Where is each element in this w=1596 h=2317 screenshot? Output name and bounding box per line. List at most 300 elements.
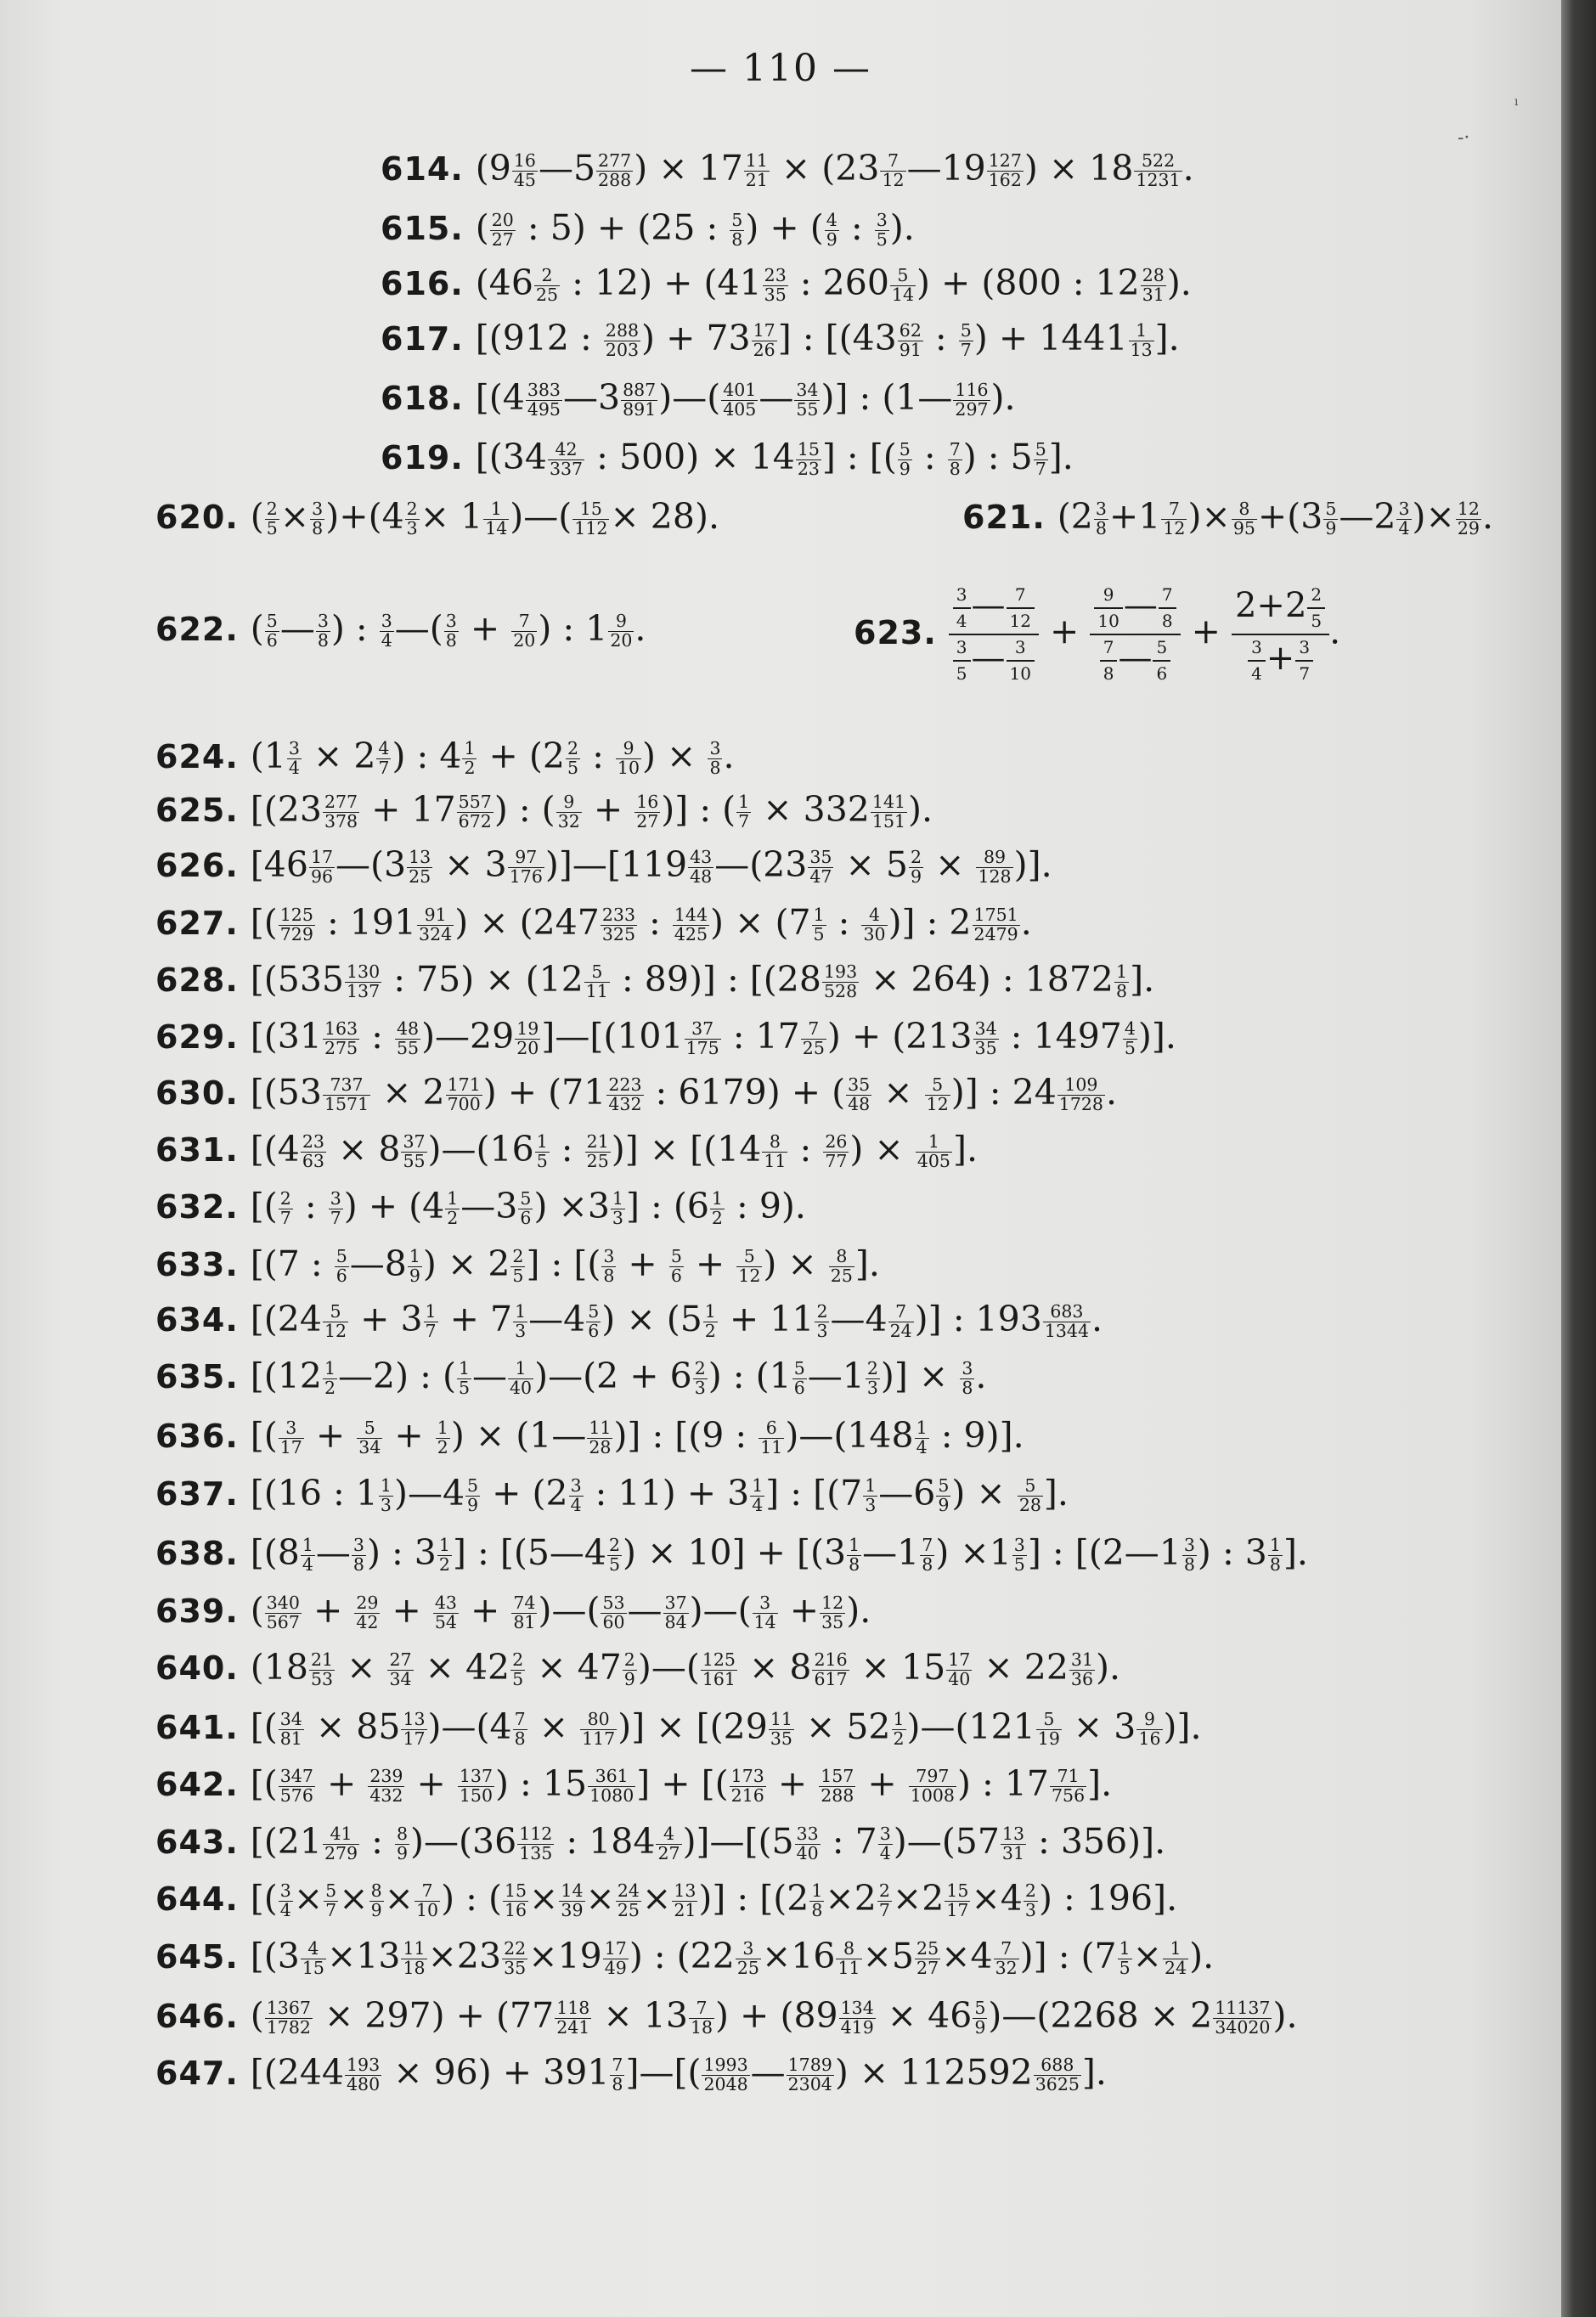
fraction: $\frac{157}{288}$ [821,1766,854,1806]
fraction: $\frac{277}{378}$ [324,792,358,832]
fraction: $\frac{1}{2}$ [324,1358,336,1398]
fraction: $\frac{2}{9}$ [911,847,922,887]
problem-number: 631. [155,1131,239,1169]
problem-number: 629. [155,1018,239,1056]
problem-expression: (1 $\frac{3}{4}$ × 2 $\frac{4}{7}$ ) : 4 $\frac{1}{2}$ + (2 $\frac{2}{5}$ : $\frac{9}{10}$ ) × $\frac{3}{8}$ . [250,736,735,778]
fraction: $\frac{8}{95}$ [1232,499,1255,538]
fraction: $\frac{7}{8}$ [922,1535,933,1575]
fraction: $\frac{522}{1231}$ [1136,150,1181,190]
problem-line [155,1703,1202,1751]
problem-expression: [(535 $\frac{130}{137}$ : 75) × (12 $\frac{5}{11}$ : 89)] : [(28 $\frac{193}{528}$ × 264) : 1872 $\frac{1}{8}$ ]. [250,959,1155,1001]
fraction: $\frac{7}{8}$ [1100,639,1118,683]
fraction: $\frac{1}{2}$ [464,738,476,778]
problem-expression: [(31 $\frac{163}{275}$ : $\frac{48}{55}$ )—29 $\frac{19}{20}$ ]—[(101 $\frac{37}{175}$ : 17 $\frac{7}{25}$ ) + (213 $\frac{34}{35}$ : 1497 $\frac{4}{5}$ )]. [250,1016,1176,1058]
fraction: $\frac{35}{48}$ [848,1074,871,1114]
fraction: $\frac{2}{3}$ [866,1358,878,1398]
fraction: $\frac{26}{77}$ [825,1131,848,1171]
problem-line [155,732,735,781]
fraction: $\frac{5}{12}$ [926,1074,949,1114]
fraction: $\frac{19}{20}$ [516,1018,539,1058]
fraction: $\frac{277}{288}$ [598,150,632,190]
fraction: $\frac{1}{4}$ [752,1475,764,1515]
fraction: $\frac{1}{4}$ [302,1535,313,1575]
fraction: $\frac{7}{8}$ [514,1709,526,1749]
fraction: $\frac{12}{29}$ [1457,499,1480,538]
fraction: $\frac{89}{128}$ [978,847,1012,887]
fraction: $\frac{37}{84}$ [664,1593,687,1632]
problem-expression: [( $\frac{34}{81}$ × 85 $\frac{13}{17}$ )—(4 $\frac{7}{8}$ × $\frac{80}{117}$ )] × [(29 $\frac{11}{35}$ × 52 $\frac{1}{2}$ )—(121 $\frac{5}{19}$ × 3 $\frac{9}{16}$ )]. [250,1706,1202,1749]
fraction: $\frac{2}{25}$ [535,265,559,305]
fraction: $\frac{3}{4}$ [381,611,392,651]
problem-number: 615. [381,210,464,247]
problem-number: 638. [155,1535,239,1572]
fraction: $\frac{24}{25}$ [617,1880,640,1920]
problem-number: 619. [381,439,464,476]
fraction: $\frac{37}{55}$ [403,1131,426,1171]
problem-expression: [(53 $\frac{737}{1571}$ × 2 $\frac{171}{700}$ ) + (71 $\frac{223}{432}$ : 6179) + ( $\frac{35}{48}$ × $\frac{5}{12}$ )] : 24 $\frac{109}{1728}$ . [250,1072,1118,1114]
problem-expression: [( $\frac{3}{4}$ × $\frac{5}{7}$ × $\frac{8}{9}$ × $\frac{7}{10}$ ) : ( $\frac{15}{16}$ × $\frac{14}{39}$ × $\frac{24}{25}$ × $\frac{13}{21}$ )] : [(2 $\frac{1}{8}$ ×2 $\frac{2}{7}$ ×2 $\frac{15}{17}$ ×4 $\frac{2}{3}$ ) : 196]. [250,1878,1178,1920]
fraction: $\frac{2}{5}$ [266,499,278,538]
problem-expression: [(34 $\frac{42}{337}$ : 500) × 14 $\frac{15}{23}$ ] : [( $\frac{5}{9}$ : $\frac{7}{8}$ ) : 5 $\frac{5}{7}$ ]. [475,437,1074,479]
fraction: $\frac{5}{7}$ [1035,439,1046,479]
problem-line [155,1932,1214,1981]
fraction: $\frac{15}{112}$ [574,499,608,538]
fraction: $\frac{3}{8}$ [445,611,457,651]
fraction: $\frac{9}{10}$ [617,738,640,778]
fraction: $\frac{1}{9}$ [409,1246,420,1286]
fraction: $\frac{134}{419}$ [840,1998,874,2038]
fraction: $\frac{33}{40}$ [796,1824,819,1863]
fraction: $\frac{11}{35}$ [770,1709,792,1749]
fraction: $\frac{5}{7}$ [325,1880,337,1920]
problem-expression: [( $\frac{2}{7}$ : $\frac{3}{7}$ ) + (4 $\frac{1}{2}$ —3 $\frac{5}{6}$ ) ×3 $\frac{1}{3}$ ] : (6 $\frac{1}{2}$ : 9). [250,1186,806,1228]
fraction: $\frac{116}{297}$ [955,380,989,420]
problem-line [155,956,1154,1004]
fraction: $\frac{125}{729}$ [279,905,313,944]
fraction: $\frac{1}{5}$ [536,1131,548,1171]
fraction: $\frac{2}{3}$ [694,1358,706,1398]
fraction: $\frac{1}{3}$ [612,1188,623,1228]
complex-fraction: $\frac{9}{10}$ — $\frac{7}{8}$ $\frac{7}{8}$ — $\frac{5}{6}$ [1090,586,1180,683]
fraction: $\frac{141}{151}$ [871,792,906,832]
fraction: $\frac{8}{9}$ [396,1824,409,1863]
problem-line [155,1760,1112,1808]
fraction: $\frac{2}{5}$ [512,1246,524,1286]
fraction: $\frac{8}{25}$ [830,1246,853,1286]
problem-expression: [( $\frac{125}{729}$ : 191 $\frac{91}{324}$ ) × (247 $\frac{233}{325}$ : $\frac{144}{425}$ ) × (7 $\frac{1}{5}$ : $\frac{4}{30}$ )] : 2 $\frac{1751}{2479}$ . [250,902,1032,944]
problem-line [381,433,1074,482]
problem-expression: (2 $\frac{3}{8}$ +1 $\frac{7}{12}$ )× $\frac{8}{95}$ +(3 $\frac{5}{9}$ —2 $\frac{3}{4}$ )× $\frac{12}{29}$ . [1057,496,1494,538]
fraction: $\frac{688}{3625}$ [1035,2055,1080,2094]
fraction: $\frac{173}{216}$ [730,1766,764,1806]
fraction: $\frac{97}{176}$ [509,847,543,887]
problem-line [155,1874,1177,1923]
fraction: $\frac{21}{53}$ [310,1649,334,1689]
fraction: $\frac{5}{12}$ [738,1246,761,1286]
problem-expression: (46 $\frac{2}{25}$ : 12) + (41 $\frac{23}{35}$ : 260 $\frac{5}{14}$ ) + (800 : 12 $\frac{28}{31}$ ). [475,262,1192,305]
fraction: $\frac{2}{7}$ [279,1188,291,1228]
fraction: $\frac{3}{8}$ [352,1535,364,1575]
fraction: $\frac{171}{700}$ [447,1074,481,1114]
fraction: $\frac{1993}{2048}$ [703,2055,748,2094]
fraction: $\frac{223}{432}$ [608,1074,642,1114]
fraction: $\frac{1751}{2479}$ [973,905,1018,944]
fraction: $\frac{5}{9}$ [974,1998,986,2038]
fraction: $\frac{9}{10}$ [1094,586,1122,630]
page-number: — 110 — [690,47,871,90]
problem-expression: [( $\frac{3}{17}$ + $\frac{5}{34}$ + $\frac{1}{2}$ ) × (1— $\frac{11}{28}$ )] : [(9 : $\frac{6}{11}$ )—(148 $\frac{1}{4}$ : 9)]. [250,1415,1024,1457]
fraction: $\frac{11137}{34020}$ [1215,1998,1271,2038]
fraction: $\frac{17}{40}$ [948,1649,971,1689]
fraction: $\frac{383}{495}$ [527,380,561,420]
problem-line [155,1068,1117,1117]
fraction: $\frac{1}{8}$ [1269,1535,1281,1575]
fraction: $\frac{5}{7}$ [960,320,972,360]
fraction: $\frac{43}{48}$ [690,847,713,887]
fraction: $\frac{887}{891}$ [623,380,657,420]
fraction: $\frac{2}{3}$ [1024,1880,1036,1920]
problem-number: 642. [155,1766,239,1803]
fraction: $\frac{1789}{2304}$ [787,2055,832,2094]
problem-expression: [(3 $\frac{4}{15}$ ×13 $\frac{11}{18}$ ×23 $\frac{22}{35}$ ×19 $\frac{17}{49}$ ) : (22 $\frac{3}{25}$ ×16 $\frac{8}{11}$ ×5 $\frac{25}{27}$ ×4 $\frac{7}{32}$ )] : (7 $\frac{1}{5}$ × $\frac{1}{24}$ ). [250,1936,1215,1978]
fraction: $\frac{2}{9}$ [623,1649,635,1689]
fraction: $\frac{62}{91}$ [899,320,922,360]
fraction: $\frac{3}{8}$ [603,1246,615,1286]
problem-line [381,204,915,252]
fraction: $\frac{41}{279}$ [324,1824,358,1863]
fraction: $\frac{2}{3}$ [816,1301,828,1341]
fraction: $\frac{5}{34}$ [358,1418,381,1457]
problem-expression: [(4 $\frac{23}{63}$ × 8 $\frac{37}{55}$ )—(16 $\frac{1}{5}$ : $\frac{21}{25}$ )] × [(14 $\frac{8}{11}$ : $\frac{26}{77}$ ) × $\frac{1}{405}$ ]. [250,1129,978,1171]
problem-expression: ( $\frac{5}{6}$ — $\frac{3}{8}$ ) : $\frac{3}{4}$ —( $\frac{3}{8}$ + $\frac{7}{20}$ ) : 1 $\frac{9}{20}$ . [250,608,646,651]
problem-number: 633. [155,1246,239,1283]
problem-number: 628. [155,961,239,999]
problem-expression: [(7 : $\frac{5}{6}$ —8 $\frac{1}{9}$ ) × 2 $\frac{2}{5}$ ] : [( $\frac{3}{8}$ + $\frac{5}{6}$ + $\frac{5}{12}$ ) × $\frac{8}{25}$ ]. [250,1243,880,1286]
problem-number: 645. [155,1938,239,1976]
fraction: $\frac{127}{162}$ [988,150,1022,190]
fraction: $\frac{5}{8}$ [731,210,743,250]
fraction: $\frac{1}{8}$ [1116,961,1128,1001]
problem-number: 644. [155,1880,239,1918]
fraction: $\frac{17}{49}$ [604,1938,627,1978]
fraction: $\frac{1}{3}$ [865,1475,877,1515]
problem-number: 639. [155,1593,239,1630]
fraction: $\frac{1}{5}$ [458,1358,470,1398]
problem-line [155,1412,1024,1460]
fraction: $\frac{288}{203}$ [605,320,640,360]
problem-number: 626. [155,847,239,884]
fraction: $\frac{163}{275}$ [324,1018,358,1058]
fraction: $\frac{239}{432}$ [369,1766,403,1806]
problem-expression: [(21 $\frac{41}{279}$ : $\frac{8}{9}$ )—(36 $\frac{112}{135}$ : 184 $\frac{4}{27}$ )]—[(5 $\frac{33}{40}$ : 7 $\frac{3}{4}$ )—(57 $\frac{13}{31}$ : 356)]. [250,1821,1166,1863]
fraction: $\frac{8}{11}$ [764,1131,787,1171]
fraction: $\frac{125}{161}$ [702,1649,736,1689]
fraction: $\frac{1}{3}$ [515,1301,527,1341]
fraction: $\frac{4}{30}$ [863,905,886,944]
fraction: $\frac{1}{14}$ [485,499,508,538]
problem-line [155,1182,806,1231]
fraction: $\frac{2}{5}$ [567,738,579,778]
fraction: $\frac{3}{8}$ [962,1358,973,1398]
problem-line [155,1295,1103,1344]
fraction: $\frac{1}{2}$ [438,1535,450,1575]
problem-expression: [(912 : $\frac{288}{203}$ ) + 73 $\frac{17}{26}$ ] : [(43 $\frac{62}{91}$ : $\frac{5}{7}$ ) + 1441 $\frac{1}{13}$ ]. [475,318,1180,360]
problem-line [381,144,1194,193]
fraction: $\frac{27}{34}$ [389,1649,412,1689]
fraction: $\frac{401}{405}$ [723,380,757,420]
fraction: $\frac{23}{35}$ [764,265,787,305]
problem-number: 614. [381,150,464,188]
fraction: $\frac{4}{27}$ [657,1824,680,1863]
fraction: $\frac{3}{5}$ [876,210,888,250]
fraction: $\frac{29}{42}$ [356,1593,379,1632]
problem-line: 623. $\frac{3}{4}$ — $\frac{7}{12}$ $\frac{3}{5}$ — $\frac{3}{10}$ + $\frac{9}{10}$ — $\frac{7}{8}$ $\frac{7}{8}$ — $\frac{5}{6}$ + 2+2 $\frac{2}{5}$ $\frac{3}{4}$ + $\frac{3}{7}$ . [854,584,1341,684]
fraction: $\frac{31}{36}$ [1070,1649,1093,1689]
fraction: $\frac{15}{23}$ [797,439,820,479]
fraction: $\frac{1}{2}$ [447,1188,459,1228]
fraction: $\frac{71}{756}$ [1052,1766,1086,1806]
fraction: $\frac{7}{12}$ [1163,499,1186,538]
fraction: $\frac{7}{24}$ [889,1301,912,1341]
problem-line [155,1240,880,1288]
fraction: $\frac{7}{25}$ [802,1018,825,1058]
fraction: $\frac{5}{6}$ [670,1246,682,1286]
problem-expression: [(8 $\frac{1}{4}$ — $\frac{3}{8}$ ) : 3 $\frac{1}{2}$ ] : [(5—4 $\frac{2}{5}$ ) × 10] + [(3 $\frac{1}{8}$ —1 $\frac{7}{8}$ ) ×1 $\frac{3}{5}$ ] : [(2—1 $\frac{3}{8}$ ) : 3 $\frac{1}{8}$ ]. [250,1532,1308,1575]
fraction: $\frac{15}{17}$ [946,1880,969,1920]
fraction: $\frac{13}{21}$ [674,1880,696,1920]
problem-expression: ( $\frac{20}{27}$ : 5) + (25 : $\frac{5}{8}$ ) + ( $\frac{4}{9}$ : $\frac{3}{5}$ ). [475,207,915,250]
fraction: $\frac{7}{8}$ [612,2055,623,2094]
fraction: $\frac{11}{21}$ [745,150,768,190]
fraction: $\frac{5}{6}$ [336,1246,347,1286]
fraction: $\frac{137}{150}$ [459,1766,493,1806]
fraction: $\frac{3}{8}$ [1183,1535,1195,1575]
fraction: $\frac{1}{2}$ [704,1301,716,1341]
fraction: $\frac{3}{8}$ [317,611,329,651]
fraction: $\frac{1}{405}$ [916,1131,950,1171]
problem-line [155,1587,871,1635]
problem-number: 622. [155,611,239,648]
problem-number: 617. [381,320,464,358]
fraction: $\frac{2}{5}$ [1307,586,1325,630]
fraction: $\frac{21}{25}$ [586,1131,609,1171]
problem-line [155,1529,1308,1577]
fraction: $\frac{48}{55}$ [396,1018,420,1058]
fraction: $\frac{340}{567}$ [266,1593,300,1632]
fraction: $\frac{557}{672}$ [458,792,492,832]
fraction: $\frac{1}{5}$ [813,905,825,944]
fraction: $\frac{16}{27}$ [636,792,659,832]
fraction: $\frac{5}{6}$ [520,1188,532,1228]
problem-line [155,1352,986,1401]
fraction: $\frac{7}{32}$ [995,1938,1018,1978]
fraction: $\frac{5}{19}$ [1037,1709,1060,1749]
fraction: $\frac{3}{8}$ [312,499,324,538]
fraction: $\frac{3}{10}$ [1007,639,1035,683]
fraction: $\frac{3}{4}$ [879,1824,891,1863]
fraction: $\frac{7}{12}$ [882,150,905,190]
problem-expression: [46 $\frac{17}{96}$ —(3 $\frac{13}{25}$ × 3 $\frac{97}{176}$ )]—[119 $\frac{43}{48}$ —(23 $\frac{35}{47}$ × 5 $\frac{2}{9}$ × $\frac{89}{128}$ )]. [250,844,1052,887]
fraction: $\frac{2}{7}$ [878,1880,890,1920]
fraction: $\frac{8}{9}$ [370,1880,382,1920]
fraction: $\frac{13}{25}$ [409,847,431,887]
problem-expression: [(23 $\frac{277}{378}$ + 17 $\frac{557}{672}$ ) : ( $\frac{9}{32}$ + $\frac{16}{27}$ )] : ( $\frac{1}{7}$ × 332 $\frac{141}{151}$ ). [250,789,933,832]
fraction: $\frac{3}{17}$ [279,1418,302,1457]
fraction: $\frac{130}{137}$ [347,961,381,1001]
problem-line [155,1125,978,1174]
fraction: $\frac{1}{7}$ [425,1301,437,1341]
problem-line [381,259,1192,307]
fraction: $\frac{1}{24}$ [1165,1938,1187,1978]
fraction: $\frac{7}{8}$ [949,439,961,479]
fraction: $\frac{34}{81}$ [279,1709,302,1749]
problem-line [155,1818,1165,1866]
fraction: $\frac{1}{2}$ [711,1188,723,1228]
ink-speck: ı [1514,95,1519,109]
fraction: $\frac{5}{6}$ [266,611,278,651]
problem-line [155,1992,1298,2040]
fraction: $\frac{7}{12}$ [1007,586,1035,630]
fraction: $\frac{5}{12}$ [324,1301,347,1341]
problem-expression: [(16 : 1 $\frac{1}{3}$ )—4 $\frac{5}{9}$ + (2 $\frac{3}{4}$ : 11) + 3 $\frac{1}{4}$ ] : [(7 $\frac{1}{3}$ —6 $\frac{5}{9}$ ) × $\frac{5}{28}$ ]. [250,1473,1069,1515]
fraction: $\frac{1}{5}$ [1119,1938,1131,1978]
fraction: $\frac{9}{16}$ [1138,1709,1161,1749]
fraction: $\frac{12}{35}$ [821,1593,844,1632]
problem-expression: (18 $\frac{21}{53}$ × $\frac{27}{34}$ × 42 $\frac{2}{5}$ × 47 $\frac{2}{9}$ )—( $\frac{125}{161}$ × 8 $\frac{216}{617}$ × 15 $\frac{17}{40}$ × 22 $\frac{31}{36}$ ). [250,1647,1121,1689]
fraction: $\frac{3}{25}$ [736,1938,759,1978]
fraction: $\frac{1}{2}$ [437,1418,448,1457]
ink-speck: -· [1458,127,1470,149]
fraction: $\frac{2}{3}$ [406,499,418,538]
fraction: $\frac{216}{617}$ [814,1649,848,1689]
fraction: $\frac{53}{60}$ [602,1593,625,1632]
problem-expression: [( $\frac{347}{576}$ + $\frac{239}{432}$ + $\frac{137}{150}$ ) : 15 $\frac{361}{1080}$ ] + [( $\frac{173}{216}$ + $\frac{157}{288}$ + $\frac{797}{1008}$ ) : 17 $\frac{71}{756}$ ]. [250,1763,1113,1806]
fraction: $\frac{1}{7}$ [738,792,750,832]
fraction: $\frac{23}{63}$ [302,1131,324,1171]
fraction: $\frac{7}{18}$ [690,1998,713,2038]
fraction: $\frac{3}{4}$ [279,1880,291,1920]
problem-number: 621. [962,499,1046,536]
fraction: $\frac{2}{5}$ [609,1535,621,1575]
problem-expression: [(244 $\frac{193}{480}$ × 96) + 391 $\frac{7}{8}$ ]—[( $\frac{1993}{2048}$ — $\frac{1789}{2304}$ ) × 112592 $\frac{688}{3625}$ ]. [250,2052,1107,2094]
fraction: $\frac{11}{28}$ [589,1418,612,1457]
fraction: $\frac{3}{7}$ [1295,639,1313,683]
problem-number: 620. [155,499,239,536]
problem-line [155,899,1032,947]
fraction: $\frac{109}{1728}$ [1058,1074,1103,1114]
fraction: $\frac{233}{325}$ [601,905,635,944]
fraction: $\frac{3}{4}$ [1398,499,1410,538]
fraction: $\frac{74}{81}$ [513,1593,536,1632]
complex-fraction: 2+2 $\frac{2}{5}$ $\frac{3}{4}$ + $\frac{3}{7}$ [1232,586,1329,683]
fraction: $\frac{1}{3}$ [380,1475,392,1515]
problem-number: 634. [155,1301,239,1339]
fraction: $\frac{193}{528}$ [823,961,858,1001]
problem-line [155,2049,1107,2097]
fraction: $\frac{4}{5}$ [1124,1018,1136,1058]
problem-number: 643. [155,1824,239,1861]
problem-number: 646. [155,1998,239,2035]
complex-fraction: $\frac{3}{4}$ — $\frac{7}{12}$ $\frac{3}{5}$ — $\frac{3}{10}$ [949,586,1039,683]
fraction: $\frac{193}{480}$ [347,2055,381,2094]
problem-line [381,374,1016,422]
fraction: $\frac{1}{8}$ [849,1535,860,1575]
fraction: $\frac{7}{10}$ [415,1880,439,1920]
fraction: $\frac{14}{39}$ [561,1880,584,1920]
fraction: $\frac{3}{7}$ [330,1188,341,1228]
fraction: $\frac{25}{27}$ [916,1938,939,1978]
fraction: $\frac{797}{1008}$ [910,1766,955,1806]
problem-line [155,786,933,834]
fraction: $\frac{1}{40}$ [510,1358,533,1398]
fraction: $\frac{1}{13}$ [1130,320,1153,360]
fraction: $\frac{8}{11}$ [837,1938,860,1978]
problem-number: 623. [854,613,937,651]
fraction: $\frac{22}{35}$ [504,1938,527,1978]
fraction: $\frac{5}{9}$ [1325,499,1337,538]
fraction: $\frac{6}{11}$ [760,1418,783,1457]
problem-expression: [(24 $\frac{5}{12}$ + 3 $\frac{1}{7}$ + 7 $\frac{1}{3}$ —4 $\frac{5}{6}$ ) × (5 $\frac{1}{2}$ + 11 $\frac{2}{3}$ —4 $\frac{7}{24}$ )] : 193 $\frac{683}{1344}$ . [250,1299,1103,1341]
fraction: $\frac{13}{17}$ [403,1709,426,1749]
problem-expression: (9 $\frac{16}{45}$ —5 $\frac{277}{288}$ ) × 17 $\frac{11}{21}$ × (23 $\frac{7}{12}$ —19 $\frac{127}{162}$ ) × 18 $\frac{522}{1231}$ . [475,148,1194,190]
fraction: $\frac{9}{32}$ [557,792,580,832]
problem-number: 641. [155,1709,239,1746]
fraction: $\frac{4}{9}$ [826,210,837,250]
fraction: $\frac{28}{31}$ [1142,265,1165,305]
fraction: $\frac{3}{4}$ [288,738,300,778]
fraction: $\frac{3}{4}$ [570,1475,582,1515]
fraction: $\frac{17}{96}$ [310,847,334,887]
fraction: $\frac{118}{241}$ [556,1998,590,2038]
book-spine [1561,0,1596,2317]
problem-number: 630. [155,1074,239,1112]
fraction: $\frac{5}{6}$ [793,1358,805,1398]
problem-line [381,314,1180,363]
problem-expression: ( $\frac{340}{567}$ + $\frac{29}{42}$ + $\frac{43}{54}$ + $\frac{74}{81}$ )—( $\frac{53}{60}$ — $\frac{37}{84}$ )—( $\frac{3}{14}$ + $\frac{12}{35}$ ). [250,1590,871,1632]
fraction: $\frac{9}{20}$ [610,611,633,651]
fraction: $\frac{1}{4}$ [916,1418,928,1457]
fraction: $\frac{11}{18}$ [403,1938,426,1978]
problem-number: 624. [155,738,239,775]
fraction: $\frac{683}{1344}$ [1044,1301,1089,1341]
fraction: $\frac{34}{55}$ [796,380,819,420]
problem-line [155,1643,1120,1692]
fraction: $\frac{1367}{1782}$ [266,1998,311,2038]
fraction: $\frac{3}{5}$ [1013,1535,1025,1575]
fraction: $\frac{7}{20}$ [513,611,536,651]
problem-expression: ( $\frac{2}{5}$ × $\frac{3}{8}$ )+(4 $\frac{2}{3}$ × 1 $\frac{1}{14}$ )—( $\frac{15}{112}$ × 28). [250,496,720,538]
problem-line [155,493,719,541]
fraction: $\frac{3}{8}$ [709,738,721,778]
fraction: $\frac{80}{117}$ [582,1709,616,1749]
problem-number: 637. [155,1475,239,1513]
fraction: $\frac{5}{14}$ [891,265,914,305]
fraction: $\frac{4}{7}$ [378,738,390,778]
fraction: $\frac{144}{425}$ [674,905,708,944]
fraction: $\frac{17}{26}$ [753,320,775,360]
fraction: $\frac{737}{1571}$ [324,1074,369,1114]
problem-line [155,1012,1176,1061]
fraction: $\frac{5}{9}$ [938,1475,950,1515]
problem-line [155,841,1052,889]
fraction: $\frac{5}{9}$ [467,1475,479,1515]
problem-number: 636. [155,1418,239,1455]
fraction: $\frac{34}{35}$ [974,1018,997,1058]
fraction: $\frac{112}{135}$ [519,1824,553,1863]
fraction: $\frac{4}{15}$ [302,1938,324,1978]
fraction: $\frac{7}{8}$ [1159,586,1176,630]
problem-number: 627. [155,905,239,942]
